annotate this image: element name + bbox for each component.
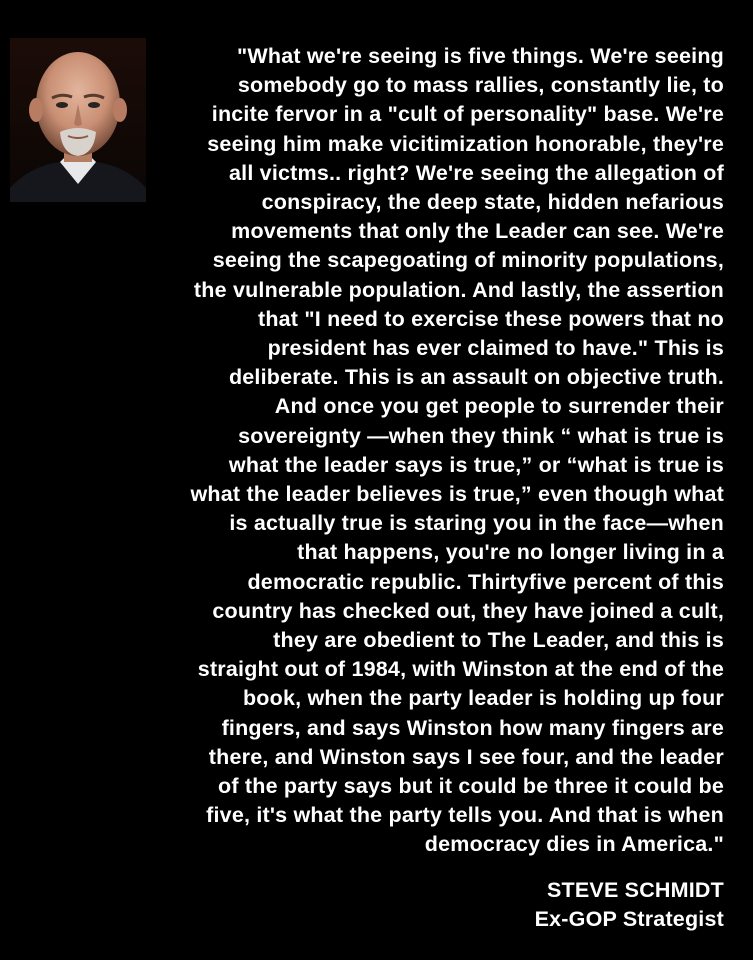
quote-line: of the party says but it could be three it could be (218, 774, 724, 799)
quote-line: sovereignty —when they think “ what is true is (238, 423, 724, 448)
quote-line: And once you get people to surrender their (274, 394, 724, 419)
quote-line: there, and Winston says I see four, and the leader (208, 744, 724, 769)
quote-line: straight out of 1984, with Winston at the end of the (197, 657, 724, 682)
attribution (535, 876, 724, 934)
quote-line: seeing the scapegoating of minority populations, (212, 248, 724, 273)
quote-line: conspiracy, the deep state, hidden nefarious (261, 190, 724, 215)
quote-line: they are obedient to The Leader, and this is (273, 628, 724, 653)
quote-line: what the leader believes is true,” even though what (190, 482, 724, 507)
quote-line: "What we're seeing is five things. We're seeing (236, 44, 724, 68)
quote-line: somebody go to mass rallies, constantly lie, to (237, 73, 724, 98)
quote-line: five, it's what the party tells you. And that is when (206, 803, 724, 828)
quote-line: movements that only the Leader can see. We're (231, 219, 724, 244)
author-title: Ex-GOP Strategist (534, 907, 724, 932)
quote-line: is actually true is staring you in the face—when (229, 511, 724, 536)
quote-line: seeing him make vicitimization honorable, they're (207, 131, 724, 156)
quote-line: that happens, you're no longer living in a (297, 540, 724, 565)
quote-line: democracy dies in America." (424, 832, 724, 857)
quote-line: president has ever claimed to have." This is (267, 336, 724, 361)
quote-line: democratic republic. Thirtyfive percent of this (247, 569, 724, 594)
quote-line: incite fervor in a "cult of personality" base. We're (211, 102, 724, 127)
quote-text (100, 42, 724, 860)
quote-line: fingers, and says Winston how many fingers are (221, 715, 724, 740)
quote-line: that "I need to exercise these powers that no (257, 306, 724, 331)
quote-line: what the leader says is true,” or “what is true is (228, 452, 724, 477)
quote-line: book, when the party leader is holding up four (242, 686, 724, 711)
quote-line: the vulnerable population. And lastly, the assertion (193, 277, 724, 302)
quote-line: deliberate. This is an assault on objective truth. (228, 365, 724, 390)
author-name: STEVE SCHMIDT (546, 878, 724, 902)
quote-line: country has checked out, they have joined a cult, (212, 598, 724, 623)
quote-line: all victms.. right? We're seeing the allegation of (229, 160, 724, 185)
